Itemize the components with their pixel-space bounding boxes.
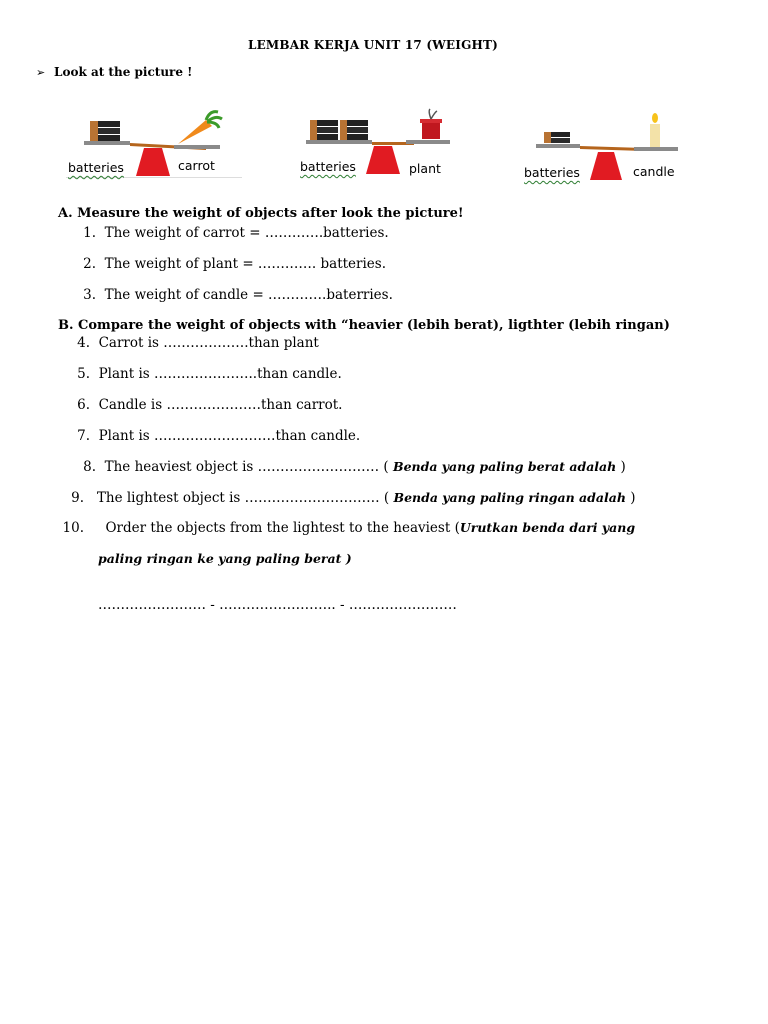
section-a-heading: A. Measure the weight of objects after look the picture! bbox=[58, 206, 464, 221]
question-10: 10. Order the objects from the lightest to the heaviest (Urutkan benda dari yang bbox=[62, 520, 636, 536]
instruction bbox=[36, 65, 192, 79]
question-8: 8. The heaviest object is ……………………… ( Benda yang paling berat adalah ) bbox=[83, 459, 626, 475]
order-answer-line: …………………… - …………………….. - …………………… bbox=[98, 597, 457, 613]
label-batteries: batteries bbox=[300, 159, 356, 174]
label-plant: plant bbox=[409, 161, 441, 176]
worksheet-title: LEMBAR KERJA UNIT 17 (WEIGHT) bbox=[247, 38, 499, 52]
arrow-bullet-icon: ➢ bbox=[36, 66, 46, 79]
label-candle: candle bbox=[633, 164, 675, 179]
batteries-icon bbox=[310, 120, 368, 140]
label-batteries: batteries bbox=[524, 165, 580, 180]
question-5: 5. Plant is …………………..than candle. bbox=[77, 366, 342, 382]
question-2: 2. The weight of plant = …………. batteries. bbox=[83, 256, 387, 272]
question-6: 6. Candle is …………………than carrot. bbox=[77, 397, 343, 413]
question-10-continued: paling ringan ke yang paling berat ) bbox=[98, 551, 352, 566]
batteries-icon bbox=[90, 121, 120, 141]
section-b-heading: B. Compare the weight of objects with “heavier (lebih berat), ligthter (lebih ringan) bbox=[58, 318, 670, 333]
batteries-icon bbox=[544, 132, 570, 143]
label-carrot: carrot bbox=[178, 158, 215, 173]
question-1: 1. The weight of carrot = ………….batteries. bbox=[83, 225, 389, 241]
label-batteries: batteries bbox=[68, 160, 124, 175]
carrot-icon bbox=[178, 112, 222, 144]
scale-picture-carrot bbox=[66, 104, 242, 180]
question-3: 3. The weight of candle = ………….baterries. bbox=[83, 287, 393, 303]
question-4: 4. Carrot is ……………….than plant bbox=[77, 335, 319, 351]
instruction-text: Look at the picture ! bbox=[54, 65, 193, 79]
question-7: 7. Plant is ………………………than candle. bbox=[77, 428, 361, 444]
plant-pot-icon bbox=[420, 109, 442, 139]
question-9: 9. The lightest object is ………………………… ( Benda yang paling ringan adalah ) bbox=[71, 490, 636, 506]
scale-picture-plant bbox=[298, 104, 454, 180]
scale-picture-candle bbox=[522, 110, 690, 186]
candle-icon bbox=[650, 113, 660, 147]
